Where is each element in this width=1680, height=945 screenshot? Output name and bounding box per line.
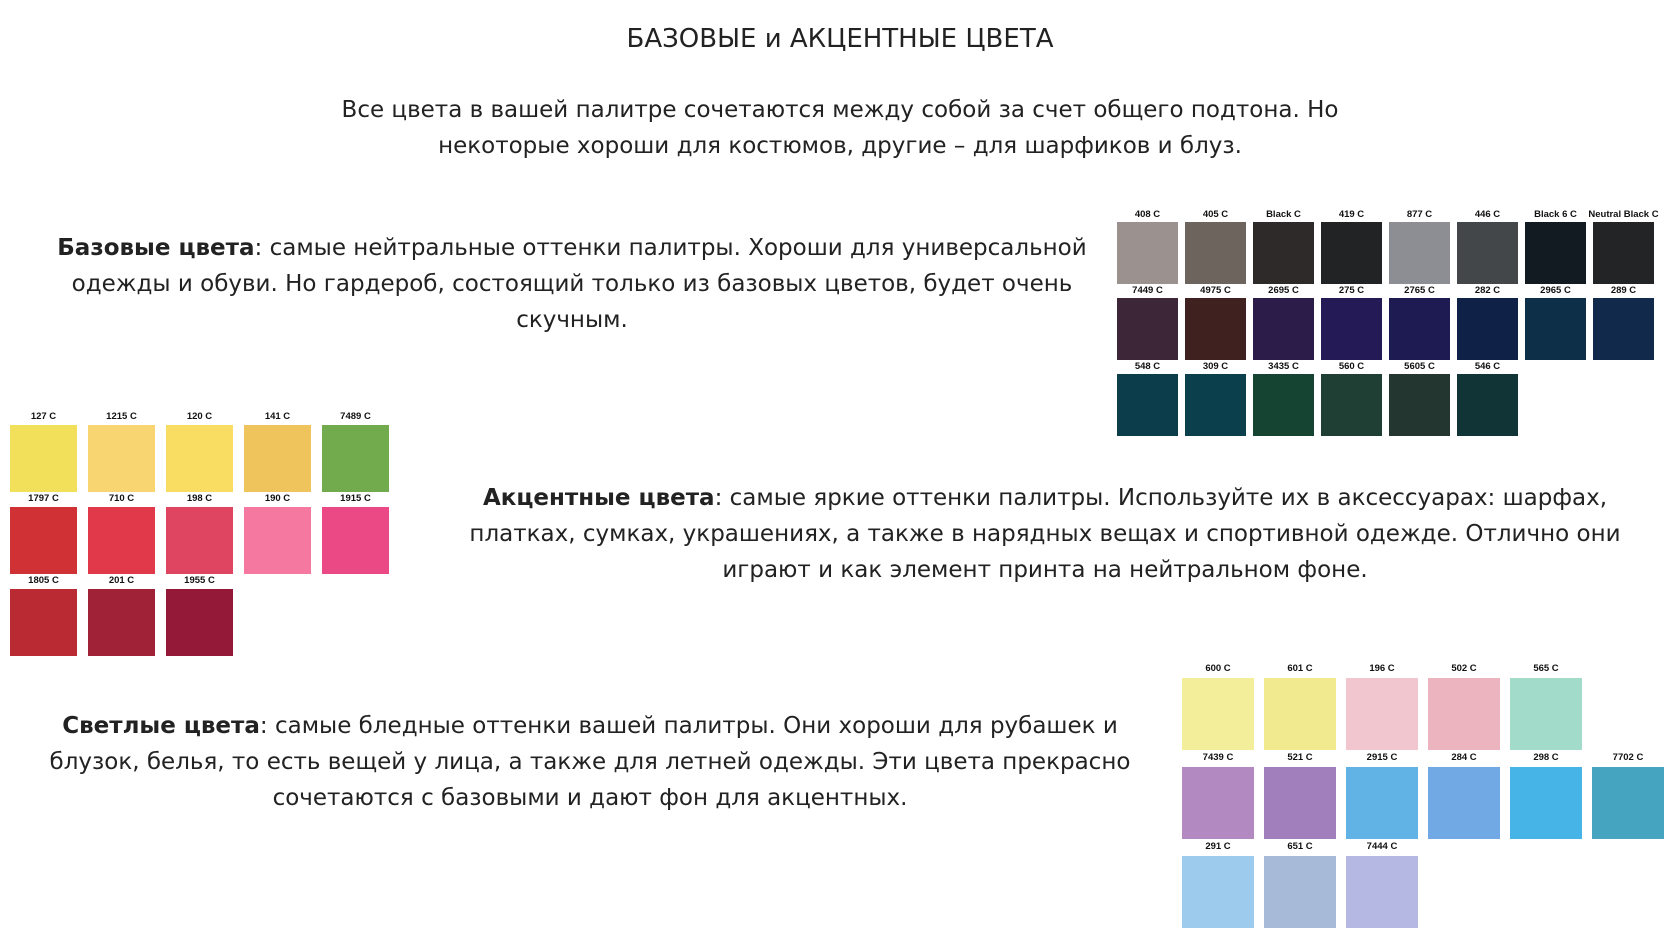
color-swatch bbox=[10, 410, 77, 492]
swatch-label: 877 C bbox=[1406, 209, 1433, 220]
swatch-color-chip bbox=[1182, 767, 1254, 839]
accent-colors-text: : самые яркие оттенки палитры. Используйте их в аксессуарах: шарфах, платках, сумках, украшениях, а также в нарядных вещах и спортивной одежде. Отлично они играют и как элемент принта на нейтральном фоне. bbox=[469, 485, 1621, 583]
swatch-label: 309 C bbox=[1202, 361, 1229, 372]
swatch-label: 405 C bbox=[1202, 209, 1229, 220]
swatch-label: 565 C bbox=[1533, 663, 1559, 674]
page-title: БАЗОВЫЕ и АКЦЕНТНЫЕ ЦВЕТА bbox=[626, 24, 1054, 54]
color-swatch bbox=[1428, 751, 1500, 839]
swatch-color-chip bbox=[244, 507, 311, 574]
swatch-label: 284 C bbox=[1451, 752, 1477, 763]
color-swatch bbox=[166, 410, 233, 492]
swatch-label: 1805 C bbox=[28, 575, 59, 586]
swatch-label: 560 C bbox=[1338, 361, 1365, 372]
color-swatch bbox=[166, 492, 233, 574]
swatch-color-chip bbox=[1321, 374, 1382, 436]
swatch-color-chip bbox=[88, 425, 155, 492]
base-palette-row bbox=[1117, 284, 1654, 360]
swatch-label: 291 C bbox=[1205, 841, 1231, 852]
swatch-label: 7449 C bbox=[1132, 285, 1163, 296]
swatch-color-chip bbox=[1510, 767, 1582, 839]
color-swatch bbox=[1593, 284, 1654, 360]
swatch-label: 3435 C bbox=[1268, 361, 1299, 372]
swatch-label: 190 C bbox=[264, 493, 291, 504]
swatch-color-chip bbox=[166, 425, 233, 492]
intro-line-2: некоторые хороши для костюмов, другие – для шарфиков и блуз. bbox=[438, 133, 1242, 159]
swatch-label: 446 C bbox=[1474, 209, 1501, 220]
swatch-color-chip bbox=[1185, 222, 1246, 284]
color-swatch bbox=[88, 574, 155, 656]
swatch-label: 651 C bbox=[1287, 841, 1313, 852]
color-swatch bbox=[1185, 360, 1246, 436]
color-swatch bbox=[1389, 208, 1450, 284]
swatch-color-chip bbox=[88, 507, 155, 574]
swatch-label: 198 C bbox=[186, 493, 213, 504]
swatch-label: 408 C bbox=[1134, 209, 1161, 220]
swatch-color-chip bbox=[1389, 298, 1450, 360]
color-swatch bbox=[1182, 751, 1254, 839]
swatch-color-chip bbox=[1321, 298, 1382, 360]
color-swatch bbox=[1253, 284, 1314, 360]
intro-line-1: Все цвета в вашей палитре сочетаются между собой за счет общего подтона. Но bbox=[341, 97, 1339, 123]
base-palette-row bbox=[1117, 208, 1659, 284]
swatch-color-chip bbox=[10, 507, 77, 574]
swatch-label: 601 C bbox=[1287, 663, 1313, 674]
swatch-label: 1797 C bbox=[28, 493, 59, 504]
swatch-color-chip bbox=[1428, 767, 1500, 839]
color-swatch bbox=[1525, 284, 1586, 360]
swatch-label: 419 C bbox=[1338, 209, 1365, 220]
swatch-label: Neutral Black C bbox=[1588, 209, 1659, 220]
color-swatch bbox=[1117, 208, 1178, 284]
swatch-label: 1915 C bbox=[340, 493, 371, 504]
color-swatch bbox=[1253, 360, 1314, 436]
base-palette-row bbox=[1117, 360, 1518, 436]
swatch-color-chip bbox=[1593, 298, 1654, 360]
color-swatch bbox=[1264, 662, 1336, 750]
color-swatch bbox=[1588, 208, 1659, 284]
swatch-color-chip bbox=[1457, 222, 1518, 284]
swatch-color-chip bbox=[1525, 222, 1586, 284]
swatch-color-chip bbox=[166, 507, 233, 574]
color-swatch bbox=[1346, 751, 1418, 839]
color-swatch bbox=[1592, 751, 1664, 839]
accent-palette-row bbox=[10, 492, 389, 574]
color-swatch bbox=[244, 410, 311, 492]
swatch-color-chip bbox=[1253, 298, 1314, 360]
swatch-color-chip bbox=[88, 589, 155, 656]
color-swatch bbox=[1182, 840, 1254, 928]
swatch-label: 1215 C bbox=[106, 411, 137, 422]
swatch-label: 282 C bbox=[1474, 285, 1501, 296]
swatch-label: 196 C bbox=[1369, 663, 1395, 674]
swatch-color-chip bbox=[322, 507, 389, 574]
light-colors-paragraph bbox=[20, 708, 1160, 816]
color-swatch bbox=[10, 492, 77, 574]
swatch-color-chip bbox=[10, 425, 77, 492]
swatch-label: 2965 C bbox=[1540, 285, 1571, 296]
swatch-label: 5605 C bbox=[1404, 361, 1435, 372]
swatch-label: 7439 C bbox=[1202, 752, 1234, 763]
swatch-color-chip bbox=[1185, 298, 1246, 360]
swatch-color-chip bbox=[1253, 222, 1314, 284]
color-swatch bbox=[10, 574, 77, 656]
accent-colors-heading: Акцентные цвета bbox=[482, 485, 715, 511]
swatch-label: 275 C bbox=[1338, 285, 1365, 296]
color-swatch bbox=[1264, 840, 1336, 928]
swatch-label: Black 6 C bbox=[1534, 209, 1577, 220]
swatch-color-chip bbox=[1428, 678, 1500, 750]
swatch-label: 1955 C bbox=[184, 575, 215, 586]
swatch-color-chip bbox=[1346, 678, 1418, 750]
swatch-color-chip bbox=[1592, 767, 1664, 839]
color-swatch bbox=[1389, 360, 1450, 436]
intro-text bbox=[290, 92, 1390, 164]
swatch-label: 710 C bbox=[108, 493, 135, 504]
color-swatch bbox=[1182, 662, 1254, 750]
color-swatch bbox=[1253, 208, 1314, 284]
swatch-label: 201 C bbox=[108, 575, 135, 586]
base-colors-paragraph bbox=[22, 230, 1122, 338]
color-swatch bbox=[1346, 662, 1418, 750]
swatch-color-chip bbox=[244, 425, 311, 492]
color-swatch bbox=[1117, 360, 1178, 436]
swatch-color-chip bbox=[1182, 678, 1254, 750]
color-swatch bbox=[1321, 360, 1382, 436]
swatch-label: 127 C bbox=[30, 411, 57, 422]
swatch-color-chip bbox=[1510, 678, 1582, 750]
swatch-color-chip bbox=[1185, 374, 1246, 436]
color-swatch bbox=[1510, 662, 1582, 750]
color-swatch bbox=[1389, 284, 1450, 360]
swatch-color-chip bbox=[1593, 222, 1654, 284]
swatch-label: 521 C bbox=[1287, 752, 1313, 763]
color-swatch bbox=[1346, 840, 1418, 928]
color-swatch bbox=[1457, 284, 1518, 360]
swatch-label: 7702 C bbox=[1612, 752, 1644, 763]
color-swatch bbox=[1321, 284, 1382, 360]
swatch-color-chip bbox=[1389, 374, 1450, 436]
swatch-label: 298 C bbox=[1533, 752, 1559, 763]
accent-palette-row bbox=[10, 574, 233, 656]
light-palette-row bbox=[1182, 840, 1418, 928]
color-swatch bbox=[1428, 662, 1500, 750]
swatch-color-chip bbox=[1525, 298, 1586, 360]
swatch-label: 120 C bbox=[186, 411, 213, 422]
swatch-label: 502 C bbox=[1451, 663, 1477, 674]
swatch-color-chip bbox=[1117, 298, 1178, 360]
swatch-color-chip bbox=[1264, 678, 1336, 750]
color-swatch bbox=[1457, 360, 1518, 436]
swatch-color-chip bbox=[1389, 222, 1450, 284]
swatch-color-chip bbox=[1253, 374, 1314, 436]
color-swatch bbox=[322, 492, 389, 574]
swatch-color-chip bbox=[1182, 856, 1254, 928]
swatch-color-chip bbox=[1264, 856, 1336, 928]
color-swatch bbox=[88, 410, 155, 492]
swatch-color-chip bbox=[1321, 222, 1382, 284]
color-swatch bbox=[1525, 208, 1586, 284]
swatch-label: 548 C bbox=[1134, 361, 1161, 372]
color-swatch bbox=[1457, 208, 1518, 284]
swatch-label: Black C bbox=[1266, 209, 1301, 220]
swatch-color-chip bbox=[1117, 222, 1178, 284]
swatch-label: 2695 C bbox=[1268, 285, 1299, 296]
color-swatch bbox=[88, 492, 155, 574]
light-palette-row bbox=[1182, 751, 1664, 839]
swatch-label: 7489 C bbox=[340, 411, 371, 422]
swatch-color-chip bbox=[1346, 856, 1418, 928]
color-swatch bbox=[1185, 284, 1246, 360]
color-swatch bbox=[1185, 208, 1246, 284]
swatch-color-chip bbox=[166, 589, 233, 656]
swatch-color-chip bbox=[1117, 374, 1178, 436]
accent-colors-paragraph bbox=[430, 480, 1660, 588]
color-swatch bbox=[166, 574, 233, 656]
light-palette-row bbox=[1182, 662, 1582, 750]
color-swatch bbox=[1117, 284, 1178, 360]
color-swatch bbox=[1321, 208, 1382, 284]
swatch-label: 7444 C bbox=[1366, 841, 1398, 852]
swatch-label: 4975 C bbox=[1200, 285, 1231, 296]
swatch-color-chip bbox=[322, 425, 389, 492]
swatch-color-chip bbox=[10, 589, 77, 656]
base-colors-text: : самые нейтральные оттенки палитры. Хороши для универсальной одежды и обуви. Но гардероб, состоящий только из базовых цветов, будет очень скучным. bbox=[71, 235, 1087, 333]
swatch-label: 600 C bbox=[1205, 663, 1231, 674]
swatch-label: 2765 C bbox=[1404, 285, 1435, 296]
swatch-color-chip bbox=[1346, 767, 1418, 839]
color-swatch bbox=[244, 492, 311, 574]
color-swatch bbox=[322, 410, 389, 492]
swatch-label: 2915 C bbox=[1366, 752, 1398, 763]
swatch-label: 546 C bbox=[1474, 361, 1501, 372]
light-colors-text: : самые бледные оттенки вашей палитры. Они хороши для рубашек и блузок, белья, то есть вещей у лица, а также для летней одежды. Эти цвета прекрасно сочетаются с базовыми и дают фон для акцентных. bbox=[49, 713, 1131, 811]
swatch-label: 141 C bbox=[264, 411, 291, 422]
swatch-color-chip bbox=[1457, 298, 1518, 360]
swatch-color-chip bbox=[1264, 767, 1336, 839]
color-swatch bbox=[1264, 751, 1336, 839]
base-colors-heading: Базовые цвета bbox=[57, 235, 255, 261]
accent-palette-row bbox=[10, 410, 389, 492]
color-swatch bbox=[1510, 751, 1582, 839]
swatch-label: 289 C bbox=[1610, 285, 1637, 296]
swatch-color-chip bbox=[1457, 374, 1518, 436]
light-colors-heading: Светлые цвета bbox=[62, 713, 260, 739]
